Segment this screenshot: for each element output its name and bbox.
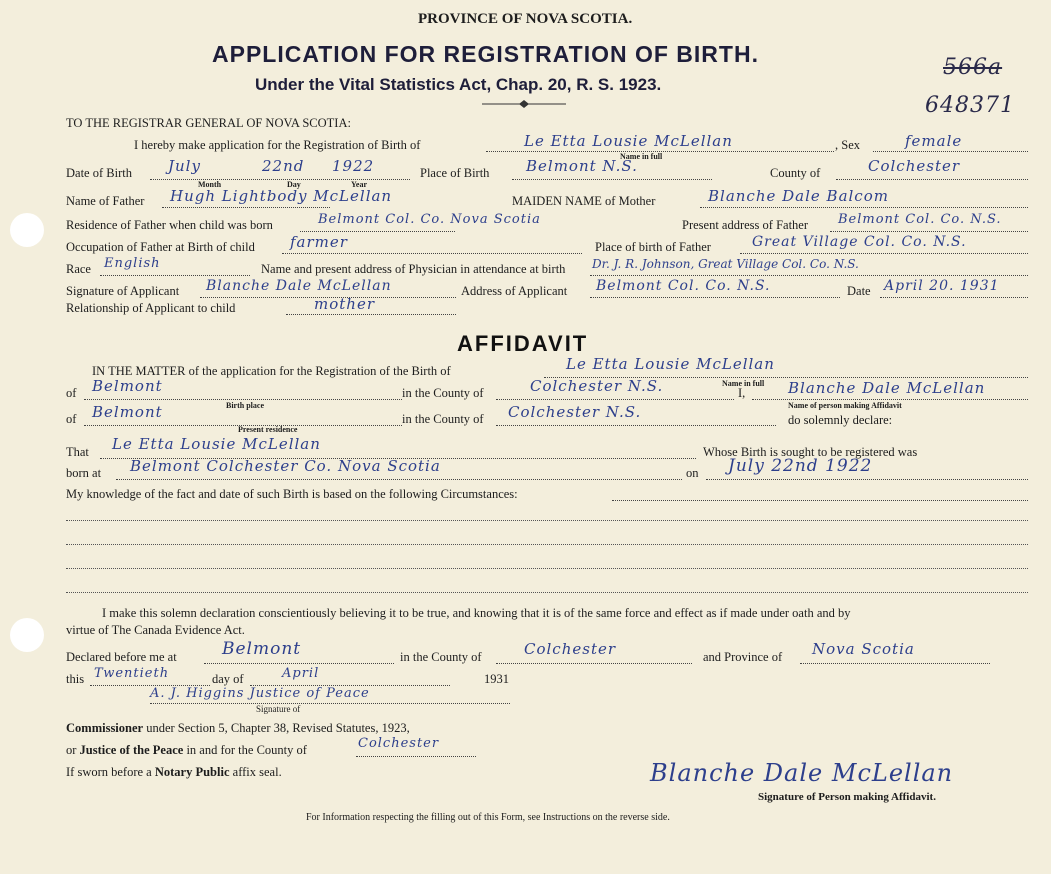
affidavit-child-name-entry: Le Etta Lousie McLellan (566, 355, 775, 373)
file-number: 648371 (925, 93, 1015, 118)
occupation-label: Occupation of Father at Birth of child (66, 240, 255, 254)
affidavit-name-caption: Name in full (722, 379, 765, 388)
justice-rest: in and for the County of (186, 743, 307, 757)
mother-name-entry: Blanche Dale Balcom (708, 187, 889, 205)
birth-month-entry: July (168, 157, 201, 175)
circumstance-line-4 (66, 592, 1028, 593)
declared-province-entry: Nova Scotia (812, 640, 915, 658)
declaration-line-1: I make this solemn declaration conscientiously believing it to be true, and knowing that it is of the same force and effect as if made under oath and by (102, 606, 851, 620)
affiant-name-entry: Blanche Dale McLellan (788, 379, 986, 397)
addressee: TO THE REGISTRAR GENERAL OF NOVA SCOTIA: (66, 116, 351, 130)
father-residence-label: Residence of Father when child was born (66, 218, 273, 232)
declared-county-entry: Colchester (524, 640, 617, 658)
declared-label: Declared before me at (66, 650, 177, 664)
commissioner-rest: under Section 5, Chapter 38, Revised Statutes, 1923, (146, 721, 410, 735)
intro-label: I hereby make application for the Registration of Birth of (134, 138, 421, 152)
name-in-full-caption: Name in full (620, 152, 663, 161)
notary-suffix: affix seal. (232, 765, 282, 779)
on-label: on (686, 466, 699, 480)
affidavit-birth-county-entry: Colchester N.S. (530, 377, 664, 395)
affiant-signature-caption: Signature of Person making Affidavit. (758, 791, 936, 803)
declared-month-entry: April (282, 666, 320, 681)
declared-place-entry: Belmont (222, 639, 302, 659)
relationship-label: Relationship of Applicant to child (66, 301, 236, 315)
dob-label: Date of Birth (66, 166, 132, 180)
justice-bold: Justice of the Peace (79, 743, 184, 757)
day-caption: Day (287, 180, 301, 189)
date-label: Date (847, 284, 871, 298)
commissioner-text (66, 721, 410, 735)
birth-place-caption: Birth place (226, 401, 264, 410)
child-name-entry: Le Etta Lousie McLellan (524, 132, 733, 150)
applicant-signature-entry: Blanche Dale McLellan (206, 278, 392, 294)
race-label: Race (66, 262, 91, 276)
occupation-entry: farmer (290, 233, 348, 251)
file-number-struck: 566a (943, 55, 1003, 80)
affidavit-that-name-entry: Le Etta Lousie McLellan (112, 435, 321, 453)
county-label: County of (770, 166, 821, 180)
place-of-birth-entry: Belmont N.S. (526, 157, 638, 175)
declared-day-entry: Twentieth (94, 666, 170, 681)
in-county-label-2: in the County of (402, 412, 484, 426)
affidavit-birth-place-entry: Belmont (92, 377, 163, 395)
affiant-signature-entry: Blanche Dale McLellan (650, 759, 954, 787)
father-present-address-label: Present address of Father (682, 218, 809, 232)
father-present-address-entry: Belmont Col. Co. N.S. (838, 212, 1002, 227)
circumstance-line-2 (66, 544, 1028, 545)
signature-of-caption: Signature of (256, 704, 301, 714)
form-subtitle: Under the Vital Statistics Act, Chap. 20, R. S. 1923. (255, 75, 662, 94)
whose-birth-label: Whose Birth is sought to be registered was (703, 445, 918, 459)
circumstance-line-1 (66, 520, 1028, 521)
application-date-entry: April 20. 1931 (884, 278, 1000, 294)
year-caption: Year (351, 180, 367, 189)
father-birthplace-label: Place of birth of Father (595, 240, 711, 254)
applicant-address-label: Address of Applicant (461, 284, 568, 298)
declaration-line-2: virtue of The Canada Evidence Act. (66, 623, 245, 637)
father-label: Name of Father (66, 194, 145, 208)
birth-year-entry: 1922 (332, 157, 375, 175)
i-label: I, (738, 386, 746, 400)
notary-bold: Notary Public (154, 765, 230, 779)
commissioner-bold: Commissioner (66, 721, 144, 735)
born-on-entry: July 22nd 1922 (728, 456, 873, 476)
county-entry: Colchester (868, 157, 961, 175)
sex-entry: female (905, 132, 963, 150)
mother-label: MAIDEN NAME of Mother (512, 194, 656, 208)
of-label-1: of (66, 386, 77, 400)
notary-text (66, 765, 282, 779)
month-caption: Month (198, 180, 222, 189)
father-residence-entry: Belmont Col. Co. Nova Scotia (318, 212, 541, 227)
justice-county-entry: Colchester (358, 736, 440, 751)
punch-hole-top (10, 213, 44, 247)
sex-label: , Sex (835, 138, 860, 152)
born-at-entry: Belmont Colchester Co. Nova Scotia (130, 457, 441, 475)
physician-label: Name and present address of Physician in attendance at birth (261, 262, 566, 276)
in-county-label-1: in the County of (402, 386, 484, 400)
applicant-signature-label: Signature of Applicant (66, 284, 180, 298)
province-heading: PROVINCE OF NOVA SCOTIA. (418, 11, 633, 27)
physician-entry: Dr. J. R. Johnson, Great Village Col. Co. N.S. (592, 257, 859, 271)
father-name-entry: Hugh Lightbody McLellan (170, 187, 393, 205)
declare-label: do solemnly declare: (788, 413, 893, 427)
year-suffix: 1931 (484, 672, 509, 686)
form-title: APPLICATION FOR REGISTRATION OF BIRTH. (212, 41, 759, 67)
applicant-address-entry: Belmont Col. Co. N.S. (596, 278, 771, 294)
circumstance-line-3 (66, 568, 1028, 569)
footer-note: For Information respecting the filling out of this Form, see Instructions on the reverse side. (306, 812, 670, 823)
of-label-2: of (66, 412, 77, 426)
declared-county-label: in the County of (400, 650, 482, 664)
affidavit-residence-entry: Belmont (92, 403, 163, 421)
matter-label: IN THE MATTER of the application for the Registration of the Birth of (92, 364, 451, 378)
justice-text (66, 743, 307, 757)
province-label: and Province of (703, 650, 783, 664)
affidavit-residence-county-entry: Colchester N.S. (508, 403, 642, 421)
father-birthplace-entry: Great Village Col. Co. N.S. (752, 234, 967, 250)
this-label: this (66, 672, 85, 686)
knowledge-label: My knowledge of the fact and date of such Birth is based on the following Circumstances: (66, 487, 518, 501)
birth-day-entry: 22nd (262, 157, 305, 175)
relationship-entry: mother (314, 295, 375, 313)
ornament-divider (482, 99, 566, 109)
commissioner-signature-entry: A. J. Higgins Justice of Peace (150, 686, 370, 701)
that-label: That (66, 445, 89, 459)
place-of-birth-label: Place of Birth (420, 166, 490, 180)
day-of-label: day of (212, 672, 244, 686)
affiant-caption: Name of person making Affidavit (788, 401, 902, 410)
or-label: or (66, 743, 77, 757)
punch-hole-bottom (10, 618, 44, 652)
race-entry: English (104, 256, 161, 271)
present-residence-caption: Present residence (238, 425, 298, 434)
notary-prefix: If sworn before a (66, 765, 152, 779)
born-at-label: born at (66, 466, 102, 480)
affidavit-heading: AFFIDAVIT (457, 331, 589, 356)
